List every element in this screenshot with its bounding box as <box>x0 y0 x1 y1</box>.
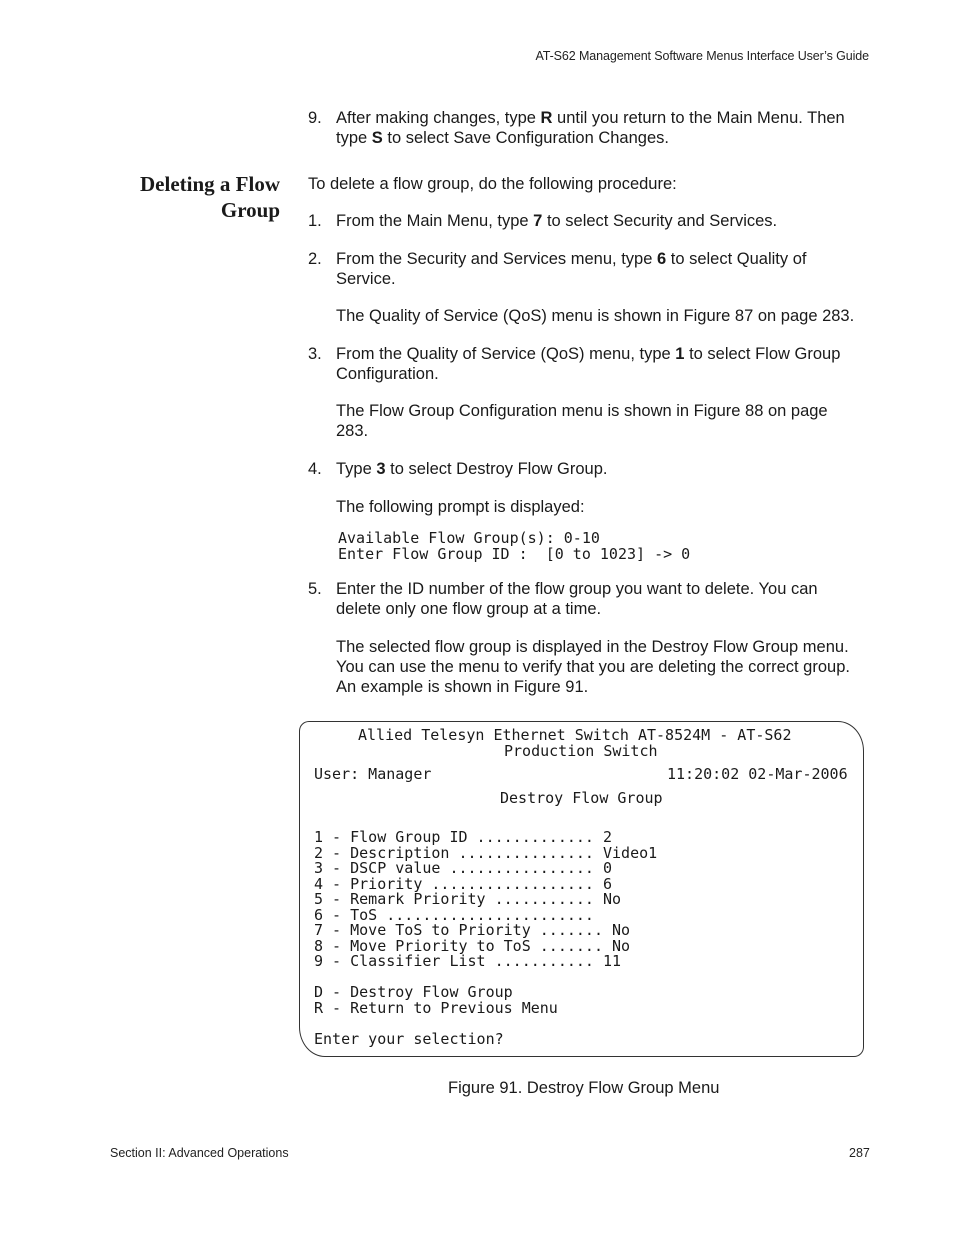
section-heading-line1: Deleting a Flow <box>140 172 280 196</box>
prompt-line2: Enter Flow Group ID : [0 to 1023] -> 0 <box>338 544 691 563</box>
step-3-pre: From the Quality of Service (QoS) menu, type <box>336 345 676 363</box>
terminal-menu-title: Destroy Flow Group <box>500 789 663 807</box>
step-5-number: 5. <box>308 580 322 598</box>
step-2-post: to select Quality of <box>666 250 807 268</box>
step-2-text <box>336 249 876 289</box>
step-9-text <box>336 108 876 148</box>
step-4-post: to select Destroy Flow Group. <box>385 460 608 478</box>
step-5-note <box>336 637 896 697</box>
terminal-title-line2: Production Switch <box>504 742 658 760</box>
menu-item-flow-group-id[interactable]: 1 - Flow Group ID ............. 2 <box>314 828 613 846</box>
step-5-note-line2: You can use the menu to verify that you are deleting the correct group. <box>336 658 850 676</box>
step-4-text <box>336 459 876 479</box>
step-4-note: The following prompt is displayed: <box>336 498 585 516</box>
step-3-line2: Configuration. <box>336 365 439 383</box>
step-3-note-line2: 283. <box>336 422 369 440</box>
menu-item-destroy-flow-group[interactable]: D - Destroy Flow Group <box>314 983 513 1001</box>
step-3-note-line1: The Flow Group Configuration menu is shown in Figure 88 on page <box>336 402 828 420</box>
prompt-line1: Available Flow Group(s): 0-10 <box>338 529 600 547</box>
step-3-text <box>336 344 876 384</box>
step-4-key: 3 <box>376 460 386 478</box>
step-5-note-line1: The selected flow group is displayed in the Destroy Flow Group menu. <box>336 638 849 656</box>
menu-item-description[interactable]: 2 - Description ............... Video1 <box>314 843 658 862</box>
step-4-pre: Type <box>336 460 377 478</box>
step-1-key: 7 <box>533 212 543 230</box>
menu-item-move-tos-to-priority[interactable]: 7 - Move ToS to Priority ....... No <box>314 921 631 939</box>
step-5-line2: delete only one flow group at a time. <box>336 600 602 618</box>
step-9-line1-post: until you return to the Main Menu. Then <box>552 109 845 127</box>
step-1-pre: From the Main Menu, type <box>336 212 534 230</box>
step-3-number: 3. <box>308 345 322 363</box>
running-header: AT-S62 Management Software Menus Interface User’s Guide <box>535 49 869 63</box>
step-2-line2: Service. <box>336 270 396 288</box>
menu-item-move-priority-to-tos[interactable]: 8 - Move Priority to ToS ....... No <box>314 936 631 955</box>
step-3-note <box>336 401 876 441</box>
menu-item-tos[interactable]: 6 - ToS ....................... <box>314 905 594 924</box>
step-3-key: 1 <box>675 345 685 363</box>
step-3-post: to select Flow Group <box>684 345 841 363</box>
footer-section: Section II: Advanced Operations <box>110 1146 289 1160</box>
step-2-pre: From the Security and Services menu, type <box>336 250 657 268</box>
step-9-line2-pre: type <box>336 129 372 147</box>
step-9-key-s: S <box>371 129 383 147</box>
step-2-number: 2. <box>308 250 322 268</box>
step-2-key: 6 <box>656 250 667 268</box>
menu-item-remark-priority[interactable]: 5 - Remark Priority ........... No <box>314 890 622 908</box>
section-intro: To delete a flow group, do the following procedure: <box>308 175 677 193</box>
step-1-post: to select Security and Services. <box>542 212 778 230</box>
step-1-text <box>336 211 876 231</box>
step-1-number: 1. <box>308 212 322 230</box>
step-4-number: 4. <box>308 460 322 478</box>
step-9-key-r: R <box>540 109 553 127</box>
menu-item-priority[interactable]: 4 - Priority .................. 6 <box>314 874 613 893</box>
step-5-note-line3: An example is shown in Figure 91. <box>336 678 589 696</box>
step-5-text <box>336 579 876 619</box>
terminal-datetime: 11:20:02 02-Mar-2006 <box>667 765 848 783</box>
step-5-line1: Enter the ID number of the flow group you want to delete. You can <box>336 580 818 598</box>
step-9-number: 9. <box>308 109 322 127</box>
terminal-title-line1: Allied Telesyn Ethernet Switch AT-8524M - AT-S62 <box>358 726 792 744</box>
footer-page-number: 287 <box>849 1146 870 1160</box>
flow-group-prompt <box>338 531 690 562</box>
section-heading-line2: Group <box>220 198 280 222</box>
figure-caption: Figure 91. Destroy Flow Group Menu <box>448 1079 720 1097</box>
terminal-user: User: Manager <box>314 765 432 783</box>
menu-item-dscp-value[interactable]: 3 - DSCP value ................ 0 <box>314 859 613 877</box>
step-9-line2-post: to select Save Configuration Changes. <box>382 129 669 147</box>
menu-item-classifier-list[interactable]: 9 - Classifier List ........... 11 <box>314 952 622 970</box>
menu-item-return-previous[interactable]: R - Return to Previous Menu <box>314 999 558 1017</box>
terminal-selection-prompt[interactable]: Enter your selection? <box>314 1030 504 1048</box>
step-9-line1-pre: After making changes, type <box>336 109 541 127</box>
step-2-note: The Quality of Service (QoS) menu is shown in Figure 87 on page 283. <box>336 307 855 325</box>
section-heading <box>140 171 280 223</box>
